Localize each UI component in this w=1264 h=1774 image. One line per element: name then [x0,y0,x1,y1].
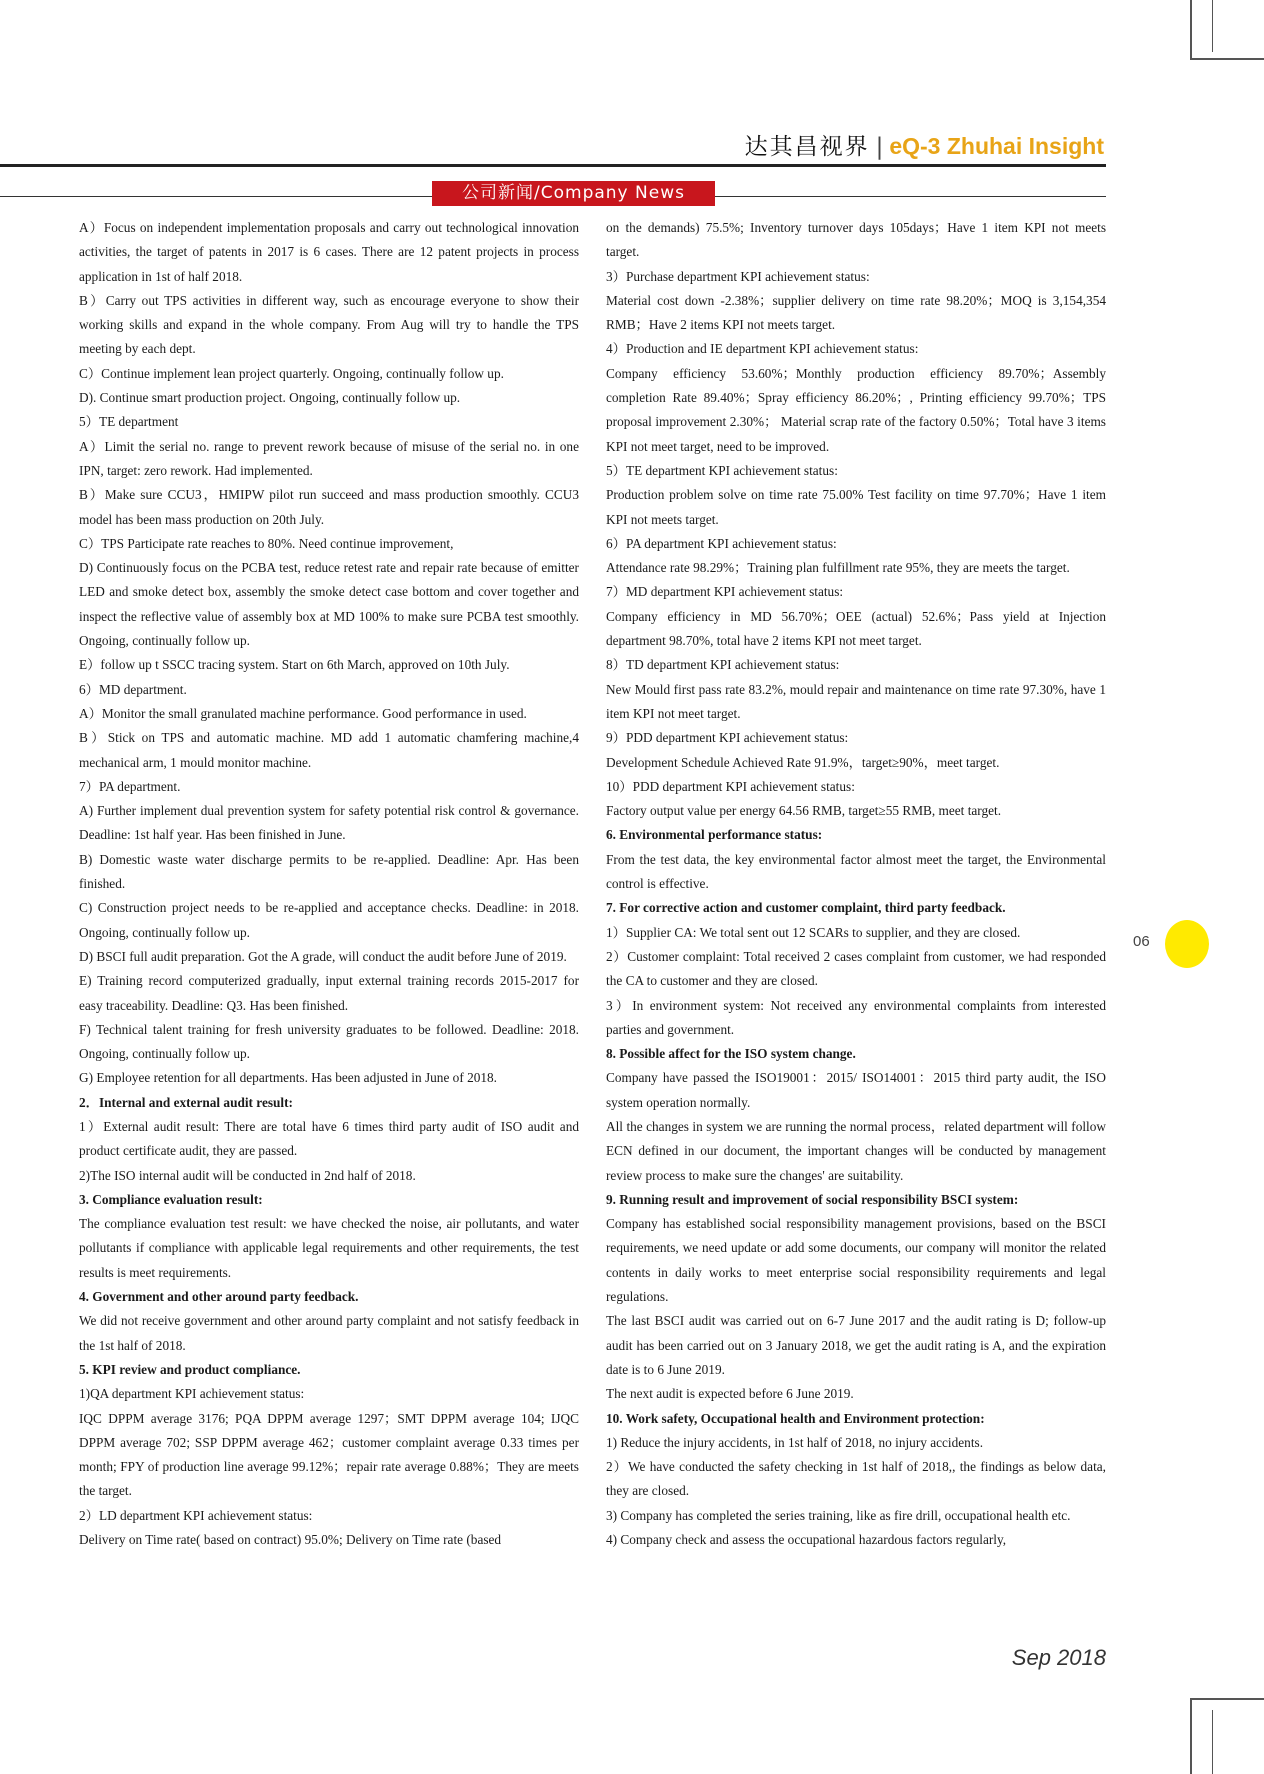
section-heading: 8. Possible affect for the ISO system change. [606,1046,856,1062]
paragraph: 9）PDD department KPI achievement status: [606,730,849,746]
paragraph: B）Make sure CCU3，HMIPW pilot run succeed and mass production smoothly. CCU3 model has been mass production on 20th July. [79,487,579,527]
brand-chinese: 达其昌视界 [744,134,870,160]
page-number: 06 [1133,933,1150,950]
crop-mark-top-v2 [1212,0,1213,52]
paragraph: 2）LD department KPI achievement status: [79,1507,313,1523]
section-heading: 2．Internal and external audit result: [79,1094,293,1110]
brand-english: eQ-3 Zhuhai Insight [889,133,1104,159]
paragraph: D). Continue smart production project. Ongoing, continually follow up. [79,390,461,406]
paragraph: 4) Company check and assess the occupational hazardous factors regularly, [606,1532,1007,1548]
paragraph: D) Continuously focus on the PCBA test, reduce retest rate and repair rate because of emitter LED and smoke detect box, assembly the smoke detect case bottom and cover together and inspect the reflective value of assembly box at MD 100% to make sure PCBA test smoothly. Ongoing, continually follow up. [79,560,579,649]
paragraph: 6）PA department KPI achievement status: [606,535,837,551]
paragraph: 3）In environment system: Not received any environmental complaints from interested parties and government. [606,997,1106,1037]
paragraph: 4）Production and IE department KPI achievement status: [606,341,919,357]
paragraph: From the test data, the key environmental factor almost meet the target, the Environmental control is effective. [606,851,1106,892]
right-column [606,216,1106,1552]
crop-mark-bottom-v [1212,1710,1213,1774]
paragraph: 5）TE department KPI achievement status: [606,462,838,478]
page-marker-dot [1165,920,1209,968]
paragraph: 3) Company has completed the series training, like as fire drill, occupational health etc. [606,1507,1071,1523]
paragraph: C）Continue implement lean project quarterly. Ongoing, continually follow up. [79,365,504,381]
paragraph: 5）TE department [79,414,179,430]
paragraph: IQC DPPM average 3176; PQA DPPM average 1297；SMT DPPM average 104; IJQC DPPM average 702; SSP DPPM average 462；customer complaint average 0.33 times per month; FPY of production line average 99.12%；repair rate average 0.88%；They are meets the target. [79,1410,579,1499]
section-heading: 5. KPI review and product compliance. [79,1361,301,1377]
paragraph: 6）MD department. [79,681,187,697]
section-banner: 公司新闻/Company News [432,181,715,206]
paragraph: F) Technical talent training for fresh university graduates to be followed. Deadline: 2018. Ongoing, continually follow up. [79,1021,579,1062]
paragraph: C) Construction project needs to be re-applied and acceptance checks. Deadline: in 2018. Ongoing, continually follow up. [79,900,579,940]
paragraph: The last BSCI audit was carried out on 6-7 June 2017 and the audit rating is D; follow-up audit has been carried out on 3 January 2018, we get the audit rating is A, and the expiration date is to 6 June 2019. [606,1313,1106,1377]
paragraph: A）Focus on independent implementation proposals and carry out technological innovation activities, the target of patents in 2017 is 6 cases. There are 12 patent projects in process application in 1st of half 2018. [79,220,579,284]
paragraph: B) Domestic waste water discharge permits to be re-applied. Deadline: Apr. Has been finished. [79,851,579,892]
crop-mark-top-h [1190,58,1264,60]
paragraph: 3）Purchase department KPI achievement status: [606,268,870,284]
section-heading: 3. Compliance evaluation result: [79,1191,263,1207]
paragraph: 2）We have conducted the safety checking in 1st half of 2018,, the findings as below data, they are closed. [606,1459,1106,1499]
paragraph: Company have passed the ISO19001：2015/ ISO14001：2015 third party audit, the ISO system operation normally. [606,1070,1106,1110]
crop-mark-bottom-v2 [1190,1698,1192,1774]
paragraph: Factory output value per energy 64.56 RMB, target≥55 RMB, meet target. [606,803,1002,819]
paragraph: A）Monitor the small granulated machine performance. Good performance in used. [79,705,527,721]
paragraph: A) Further implement dual prevention system for safety potential risk control & governance. Deadline: 1st half year. Has been finished in June. [79,803,579,843]
paragraph: New Mould first pass rate 83.2%, mould repair and maintenance on time rate 97.30%, have 1 item KPI not meet target. [606,681,1106,721]
paragraph: 8）TD department KPI achievement status: [606,657,840,673]
paragraph: 7）PA department. [79,778,181,794]
paragraph: The next audit is expected before 6 June 2019. [606,1386,854,1402]
paragraph: 2）Customer complaint: Total received 2 cases complaint from customer, we had responded the CA to customer and they are closed. [606,948,1106,989]
paragraph: Development Schedule Achieved Rate 91.9%，target≥90%，meet target. [606,754,1000,770]
paragraph: Company has established social responsibility management provisions, based on the BSCI requirements, we need update or add some documents, our company will monitor the related contents in daily works to meet enterprise social responsibility requirements and legal regulations. [606,1216,1106,1305]
paragraph: Material cost down -2.38%；supplier delivery on time rate 98.20%；MOQ is 3,154,354 RMB；Have 2 items KPI not meets target. [606,292,1106,333]
paragraph: B）Carry out TPS activities in different way, such as encourage everyone to show their working skills and expand in the whole company. From Aug will try to handle the TPS meeting by each dept. [79,292,579,357]
paragraph: 1）Supplier CA: We total sent out 12 SCARs to supplier, and they are closed. [606,924,1021,940]
paragraph: A）Limit the serial no. range to prevent rework because of misuse of the serial no. in one IPN, target: zero rework. Had implemented. [79,438,579,478]
section-heading: 9. Running result and improvement of social responsibility BSCI system: [606,1191,1019,1207]
section-heading: 6. Environmental performance status: [606,827,823,843]
issue-date: Sep 2018 [1011,1645,1106,1670]
paragraph: Attendance rate 98.29%；Training plan fulfillment rate 95%, they are meets the target. [606,560,1070,576]
section-heading: 4. Government and other around party feedback. [79,1289,359,1305]
paragraph: The compliance evaluation test result: we have checked the noise, air pollutants, and water pollutants if compliance with applicable legal requirements and other requirements, the test results is meet requirements. [79,1216,579,1280]
paragraph: B）Stick on TPS and automatic machine. MD add 1 automatic chamfering machine,4 mechanical arm, 1 mould monitor machine. [79,730,579,770]
crop-mark-bottom-h [1190,1698,1264,1700]
paragraph: C）TPS Participate rate reaches to 80%. Need continue improvement, [79,535,454,551]
paragraph: Delivery on Time rate( based on contract) 95.0%; Delivery on Time rate (based [79,1532,502,1548]
paragraph: 1)QA department KPI achievement status: [79,1386,305,1402]
left-column [79,216,579,1552]
paragraph: 10）PDD department KPI achievement status: [606,778,855,794]
section-heading: 10. Work safety, Occupational health and Environment protection: [606,1410,985,1426]
paragraph: 1) Reduce the injury accidents, in 1st half of 2018, no injury accidents. [606,1434,984,1450]
crop-mark-top-v [1190,0,1192,60]
paragraph: G) Employee retention for all departments. Has been adjusted in June of 2018. [79,1070,497,1086]
section-heading: 7. For corrective action and customer complaint, third party feedback. [606,900,1006,916]
brand-separator: | [875,134,884,160]
paragraph: 7）MD department KPI achievement status: [606,584,844,600]
paragraph: E）follow up t SSCC tracing system. Start on 6th March, approved on 10th July. [79,657,510,673]
header-rule [0,164,1106,167]
paragraph: All the changes in system we are running the normal process，related department will follow ECN defined in our document, the important changes will be conducted by management review process to make sure the changes' are suitability. [606,1118,1106,1183]
magazine-brand [745,128,1104,161]
paragraph: 2)The ISO internal audit will be conducted in 2nd half of 2018. [79,1167,416,1183]
paragraph: E) Training record computerized gradually, input external training records 2015-2017 for easy traceability. Deadline: Q3. Has been finished. [79,973,579,1013]
paragraph: Company efficiency in MD 56.70%；OEE (actual) 52.6%；Pass yield at Injection department 98.70%, total have 2 items KPI not meet target. [606,608,1106,649]
paragraph: We did not receive government and other around party complaint and not satisfy feedback in the 1st half of 2018. [79,1313,579,1353]
paragraph: on the demands) 75.5%; Inventory turnover days 105days；Have 1 item KPI not meets target. [606,220,1106,260]
paragraph: D) BSCI full audit preparation. Got the A grade, will conduct the audit before June of 2019. [79,948,567,964]
paragraph: Company efficiency 53.60%；Monthly production efficiency 89.70%；Assembly completion Rate 89.40%；Spray efficiency 86.20%；, Printing efficiency 99.70%；TPS proposal improvement 2.30%； Material scrap rate of the factory 0.50%；Total have 3 items KPI not meet target, need to be improved. [606,365,1106,454]
paragraph: 1）External audit result: There are total have 6 times third party audit of ISO audit and product certificate audit, they are passed. [79,1118,579,1159]
paragraph: Production problem solve on time rate 75.00% Test facility on time 97.70%；Have 1 item KPI not meets target. [606,487,1106,527]
